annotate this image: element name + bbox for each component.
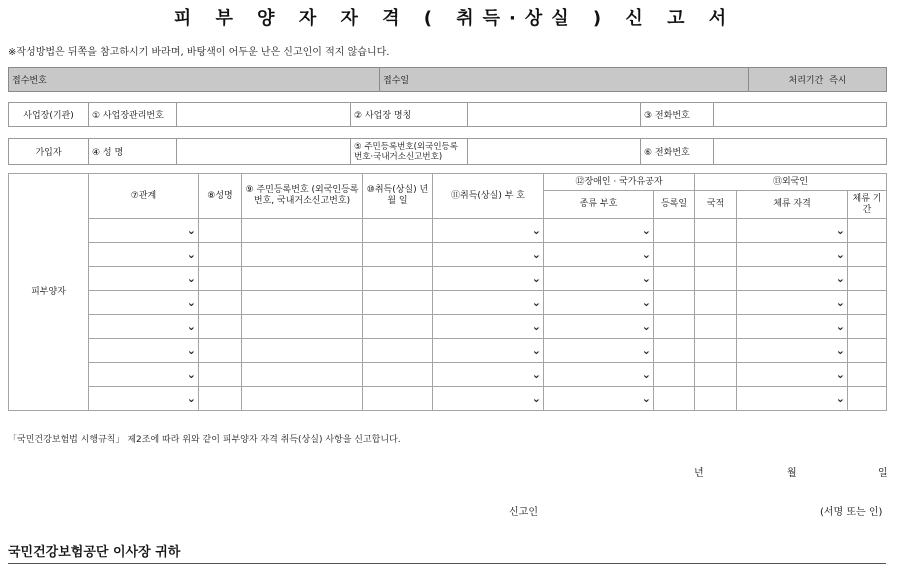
cell-period[interactable]: [848, 363, 887, 387]
cell-type: [544, 219, 654, 243]
chevron-down-icon: ⌄: [531, 319, 541, 333]
cell-relation: [89, 243, 199, 267]
code-select[interactable]: [435, 270, 541, 288]
status-select[interactable]: [739, 270, 845, 288]
chevron-down-icon: ⌄: [641, 295, 651, 309]
type-select[interactable]: [546, 366, 651, 384]
cell-type: [544, 387, 654, 411]
cell-regdate[interactable]: [654, 219, 695, 243]
chevron-down-icon: ⌄: [835, 247, 846, 261]
cell-regdate[interactable]: [654, 363, 695, 387]
col-status: 체류 자격: [737, 191, 848, 219]
cell-code: [433, 267, 544, 291]
type-select[interactable]: [546, 270, 651, 288]
form-title: 피 부 양 자 자 격 ( 취득·상실 ) 신 고 서: [173, 8, 736, 29]
instruction-note: ※작성방법은 뒤쪽을 참고하시기 바라며, 바탕색이 어두운 난은 신고인이 적지 않습니다.: [8, 47, 390, 58]
cell-relation: [89, 291, 199, 315]
chevron-down-icon: ⌄: [531, 343, 541, 357]
cell-code: [433, 339, 544, 363]
subscriber-name-field[interactable]: [177, 139, 351, 165]
cell-code: [433, 219, 544, 243]
table-row: [9, 339, 887, 363]
code-select[interactable]: [435, 366, 541, 384]
cell-status: [737, 219, 848, 243]
cell-regno[interactable]: [242, 363, 363, 387]
cell-regdate[interactable]: [654, 339, 695, 363]
subscriber-phone-label: ⑥ 전화번호: [641, 139, 714, 165]
chevron-down-icon: ⌄: [531, 271, 541, 285]
col-regdate: 등록일: [654, 191, 695, 219]
cell-name[interactable]: [199, 387, 242, 411]
chevron-down-icon: ⌄: [531, 223, 541, 237]
chevron-down-icon: ⌄: [641, 343, 651, 357]
cell-nationality[interactable]: [695, 267, 737, 291]
cell-relation: [89, 315, 199, 339]
col-nationality: 국적: [695, 191, 737, 219]
workplace-name-field[interactable]: [468, 103, 641, 127]
col-type: 종류 부호: [544, 191, 654, 219]
cell-name[interactable]: [199, 243, 242, 267]
chevron-down-icon: ⌄: [835, 391, 846, 405]
chevron-down-icon: ⌄: [186, 271, 196, 285]
status-select[interactable]: [739, 222, 845, 240]
receipt-date-label: 접수일: [380, 68, 749, 92]
cell-status: [737, 363, 848, 387]
workplace-mgmt-no-field[interactable]: [177, 103, 351, 127]
cell-nationality[interactable]: [695, 339, 737, 363]
code-select[interactable]: [435, 246, 541, 264]
cell-date[interactable]: [363, 339, 433, 363]
type-select[interactable]: [546, 342, 651, 360]
subscriber-label: 가입자: [9, 139, 89, 165]
cell-code: [433, 387, 544, 411]
col-regno: ⑨ 주민등록번호 (외국인등록번호, 국내거소신고번호): [242, 174, 363, 219]
chevron-down-icon: ⌄: [835, 367, 846, 381]
cell-name[interactable]: [199, 339, 242, 363]
code-select[interactable]: [435, 294, 541, 312]
code-select[interactable]: [435, 318, 541, 336]
chevron-down-icon: ⌄: [531, 295, 541, 309]
chevron-down-icon: ⌄: [835, 295, 846, 309]
cell-period[interactable]: [848, 243, 887, 267]
relation-select[interactable]: [91, 270, 196, 288]
cell-period[interactable]: [848, 387, 887, 411]
cell-code: [433, 243, 544, 267]
chevron-down-icon: ⌄: [641, 271, 651, 285]
cell-regno[interactable]: [242, 243, 363, 267]
chevron-down-icon: ⌄: [641, 223, 651, 237]
relation-select[interactable]: [91, 342, 196, 360]
cell-type: [544, 291, 654, 315]
table-row: [9, 387, 887, 411]
table-row: [9, 267, 887, 291]
cell-nationality[interactable]: [695, 243, 737, 267]
cell-regno[interactable]: [242, 291, 363, 315]
chevron-down-icon: ⌄: [835, 223, 846, 237]
cell-nationality[interactable]: [695, 363, 737, 387]
relation-select[interactable]: [91, 366, 196, 384]
date-day: 일: [878, 468, 888, 479]
cell-date[interactable]: [363, 363, 433, 387]
workplace-table: [8, 102, 887, 127]
relation-select[interactable]: [91, 246, 196, 264]
code-select[interactable]: [435, 222, 541, 240]
receipt-table: [8, 67, 887, 92]
cell-nationality[interactable]: [695, 387, 737, 411]
chevron-down-icon: ⌄: [186, 223, 196, 237]
chevron-down-icon: ⌄: [186, 247, 196, 261]
chevron-down-icon: ⌄: [186, 295, 196, 309]
status-select[interactable]: [739, 366, 845, 384]
cell-status: [737, 339, 848, 363]
relation-select[interactable]: [91, 318, 196, 336]
cell-regno[interactable]: [242, 219, 363, 243]
cell-regdate[interactable]: [654, 243, 695, 267]
cell-name[interactable]: [199, 315, 242, 339]
chevron-down-icon: ⌄: [531, 367, 541, 381]
status-select[interactable]: [739, 342, 845, 360]
type-select[interactable]: [546, 294, 651, 312]
receipt-number-label: 접수번호: [9, 68, 380, 92]
subscriber-phone-field[interactable]: [714, 139, 887, 165]
cell-nationality[interactable]: [695, 219, 737, 243]
chevron-down-icon: ⌄: [641, 367, 651, 381]
chevron-down-icon: ⌄: [641, 247, 651, 261]
cell-relation: [89, 363, 199, 387]
signature-label: (서명 또는 인): [820, 507, 883, 518]
cell-relation: [89, 267, 199, 291]
date-year: 년: [694, 468, 704, 479]
cell-status: [737, 387, 848, 411]
cell-type: [544, 339, 654, 363]
col-code: ⑪취득(상실) 부 호: [433, 174, 544, 219]
cell-date[interactable]: [363, 387, 433, 411]
table-row: [9, 291, 887, 315]
workplace-phone-label: ③ 전화번호: [641, 103, 714, 127]
cell-name[interactable]: [199, 267, 242, 291]
type-select[interactable]: [546, 390, 651, 408]
cell-regdate[interactable]: [654, 291, 695, 315]
cell-period[interactable]: [848, 291, 887, 315]
chevron-down-icon: ⌄: [835, 271, 846, 285]
status-select[interactable]: [739, 246, 845, 264]
processing-period-value: 즉시: [829, 76, 847, 86]
cell-relation: [89, 219, 199, 243]
cell-date[interactable]: [363, 291, 433, 315]
chevron-down-icon: ⌄: [186, 391, 196, 405]
cell-type: [544, 315, 654, 339]
cell-status: [737, 267, 848, 291]
cell-regdate[interactable]: [654, 387, 695, 411]
cell-period[interactable]: [848, 219, 887, 243]
chevron-down-icon: ⌄: [531, 391, 541, 405]
chevron-down-icon: ⌄: [531, 247, 541, 261]
cell-date[interactable]: [363, 315, 433, 339]
table-row: [9, 363, 887, 387]
cell-regdate[interactable]: [654, 315, 695, 339]
type-select[interactable]: [546, 318, 651, 336]
dependents-label: 피부양자: [9, 174, 89, 411]
cell-type: [544, 363, 654, 387]
cell-regno[interactable]: [242, 267, 363, 291]
col-foreign: ⑬외국인: [695, 174, 887, 191]
type-select[interactable]: [546, 222, 651, 240]
workplace-label: 사업장(기관): [9, 103, 89, 127]
table-row: [9, 219, 887, 243]
cell-date[interactable]: [363, 219, 433, 243]
chevron-down-icon: ⌄: [835, 319, 846, 333]
chevron-down-icon: ⌄: [186, 343, 196, 357]
cell-name[interactable]: [199, 219, 242, 243]
relation-select[interactable]: [91, 294, 196, 312]
col-period: 체류 기간: [848, 191, 887, 219]
subscriber-regno-field[interactable]: [468, 139, 641, 165]
col-relation: ⑦관계: [89, 174, 199, 219]
chevron-down-icon: ⌄: [641, 319, 651, 333]
type-select[interactable]: [546, 246, 651, 264]
col-disabled: ⑫장애인 · 국가유공자: [544, 174, 695, 191]
code-select[interactable]: [435, 390, 541, 408]
cell-code: [433, 363, 544, 387]
cell-nationality[interactable]: [695, 291, 737, 315]
date-month: 월: [787, 468, 797, 479]
cell-type: [544, 243, 654, 267]
subscriber-name-label: ④ 성 명: [89, 139, 177, 165]
chevron-down-icon: ⌄: [186, 319, 196, 333]
cell-period[interactable]: [848, 339, 887, 363]
status-select[interactable]: [739, 318, 845, 336]
cell-status: [737, 291, 848, 315]
cell-relation: [89, 387, 199, 411]
cell-status: [737, 243, 848, 267]
col-date: ⑩취득(상실) 년 월 일: [363, 174, 433, 219]
processing-period: [749, 68, 887, 92]
col-name: ⑧성명: [199, 174, 242, 219]
cell-regno[interactable]: [242, 339, 363, 363]
cell-regno[interactable]: [242, 315, 363, 339]
cell-regdate[interactable]: [654, 267, 695, 291]
cell-regno[interactable]: [242, 387, 363, 411]
code-select[interactable]: [435, 342, 541, 360]
cell-name[interactable]: [199, 291, 242, 315]
cell-relation: [89, 339, 199, 363]
cell-code: [433, 291, 544, 315]
chevron-down-icon: ⌄: [641, 391, 651, 405]
applicant-label: 신고인: [509, 507, 538, 518]
table-row: [9, 315, 887, 339]
cell-period[interactable]: [848, 315, 887, 339]
cell-nationality[interactable]: [695, 315, 737, 339]
dependents-table: [8, 173, 887, 411]
workplace-phone-field[interactable]: [714, 103, 887, 127]
chevron-down-icon: ⌄: [835, 343, 846, 357]
cell-code: [433, 315, 544, 339]
chevron-down-icon: ⌄: [186, 367, 196, 381]
workplace-name-label: ② 사업장 명칭: [351, 103, 468, 127]
cell-name[interactable]: [199, 363, 242, 387]
table-row: [9, 243, 887, 267]
processing-period-label: 처리기간: [788, 76, 824, 86]
relation-select[interactable]: [91, 390, 196, 408]
relation-select[interactable]: [91, 222, 196, 240]
subscriber-table: [8, 138, 887, 165]
cell-period[interactable]: [848, 267, 887, 291]
recipient: 국민건강보험공단 이사장 귀하: [8, 541, 886, 564]
status-select[interactable]: [739, 294, 845, 312]
cell-date[interactable]: [363, 243, 433, 267]
workplace-mgmt-no-label: ① 사업장관리번호: [89, 103, 177, 127]
subscriber-regno-label: ⑤ 주민등록번호(외국인등록번호·국내거소신고번호): [351, 139, 468, 165]
declaration-text: 「국민건강보험법 시행규칙」 제2조에 따라 위와 같이 피부양자 자격 취득(상실) 사항을 신고합니다.: [8, 435, 401, 445]
cell-date[interactable]: [363, 267, 433, 291]
cell-type: [544, 267, 654, 291]
status-select[interactable]: [739, 390, 845, 408]
cell-status: [737, 315, 848, 339]
